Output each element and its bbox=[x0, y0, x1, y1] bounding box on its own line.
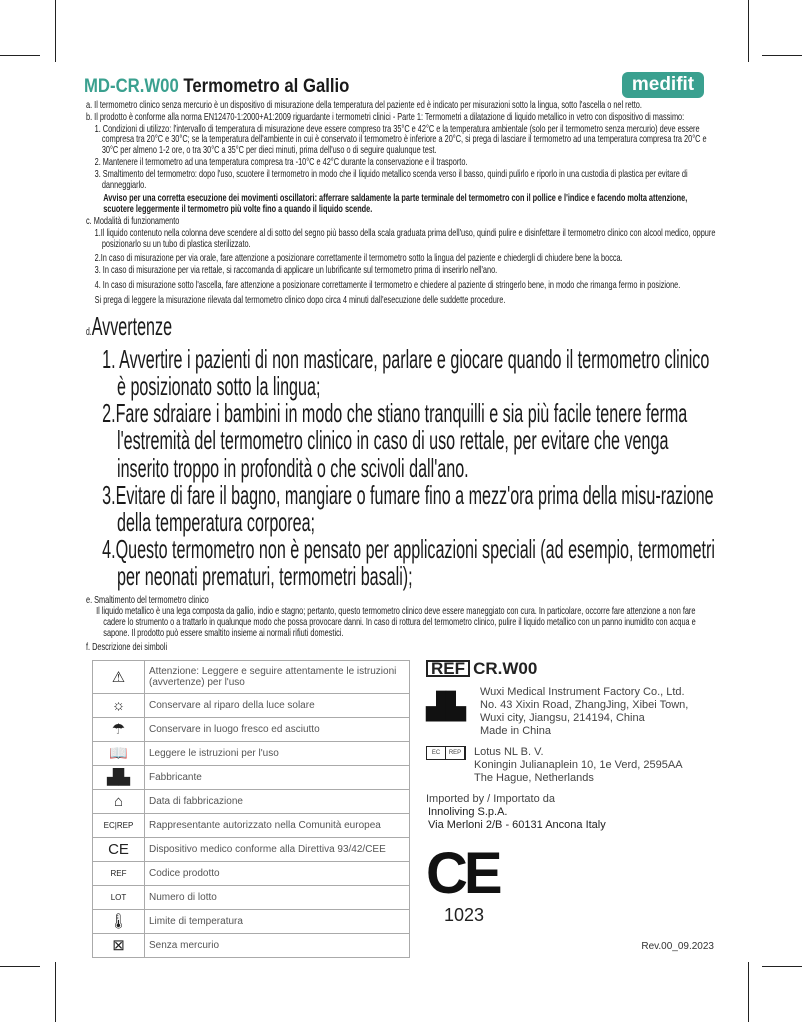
symbol-label: Attenzione: Leggere e seguire attentamente le istruzioni (avvertenze) per l'uso bbox=[145, 660, 410, 693]
symbol-row bbox=[93, 933, 410, 957]
product-code: MD-CR.W00 bbox=[84, 76, 179, 97]
symbol-label: Senza mercurio bbox=[145, 933, 410, 957]
symbol-row bbox=[93, 660, 410, 693]
warning-item: 1. Avvertire i pazienti di non masticare, parlare e giocare quando il termometro clinico è posizionato sotto la lingua; bbox=[102, 343, 710, 401]
list-item: 3. Smaltimento del termometro: dopo l'uso, scuotere il termometro in modo che il liquido metallico scenda verso il basso, quindi pulirlo e riporlo in una custodia di plastica per evitare di danneggiarlo. bbox=[94, 168, 688, 191]
crop-mark bbox=[55, 0, 56, 62]
importer-line: Via Merloni 2/B - 60131 Ancona Italy bbox=[428, 818, 606, 831]
list-item: 2.In caso di misurazione per via orale, fare attenzione a posizionare correttamente il termometro sotto la lingua del paziente e chiedergli di chiudere bene la bocca. bbox=[94, 253, 623, 265]
ref-code: CR.W00 bbox=[473, 658, 538, 678]
manual-icon: 📖 bbox=[93, 741, 145, 765]
list-item: 3. In caso di misurazione per via rettale, si raccomanda di applicare un lubrificante sul termometro prima di inserirlo nell'ano. bbox=[94, 265, 498, 277]
page-title bbox=[84, 76, 349, 98]
instructions bbox=[86, 101, 716, 958]
rep-label: REP bbox=[446, 747, 465, 759]
section-e-text: Il liquido metallico è una lega composta da gallio, indio e stagno; pertanto, questo termometro clinico deve essere maneggiato con cura. In particolare, occorre fare attenzione a non fare cadere lo strumento o a trattarlo in qualunque modo che possa provocare danni. In caso di rottura del termometro clinico, pulire il liquido metallico con un panno inumidito con acqua e sapone. Il prodotto può essere smaltito insieme ai normali rifiuti domestici. bbox=[96, 606, 696, 639]
symbol-row bbox=[93, 813, 410, 837]
symbol-row bbox=[93, 717, 410, 741]
no-mercury-icon: ⊠ bbox=[93, 933, 145, 957]
symbol-label: Leggere le istruzioni per l'uso bbox=[145, 741, 410, 765]
crop-mark bbox=[0, 966, 40, 967]
section-d bbox=[86, 310, 716, 592]
list-item: 1.Il liquido contenuto nella colonna deve scendere al di sotto del segno più basso della scala graduata prima dell'uso, quindi pulire e disinfettare il termometro clinico con alcool medico, oppure posizionarlo su un tubo di plastica sterilizzato. bbox=[94, 227, 716, 250]
warning-item: 2.Fare sdraiare i bambini in modo che stiano tranquilli e sia più facile tenere ferma l'estremità del termometro clinico in caso di uso rettale, per evitare che venga inserito troppo in profondità o che scivoli dall'ano. bbox=[102, 398, 688, 483]
product-title: Termometro al Gallio bbox=[183, 76, 350, 97]
symbol-label: Limite di temperatura bbox=[145, 909, 410, 933]
section-b-intro: b. Il prodotto è conforme alla norma EN12470-1:2000+A1:2009 riguardante i termometri clinici - Parte 1: Termometri a dilatazione di liquido metallico in vetro con dispositivo di massimo: bbox=[86, 111, 685, 123]
importer-label: Imported by / Importato da bbox=[426, 792, 556, 805]
symbol-row bbox=[93, 741, 410, 765]
symbol-row bbox=[93, 837, 410, 861]
symbol-row bbox=[93, 693, 410, 717]
rep-line: The Hague, Netherlands bbox=[474, 771, 594, 784]
symbol-label: Numero di lotto bbox=[145, 885, 410, 909]
ref-icon: REF bbox=[93, 861, 145, 885]
revision: Rev.00_09.2023 bbox=[641, 940, 714, 952]
symbol-label: Data di fabbricazione bbox=[145, 789, 410, 813]
crop-mark bbox=[762, 966, 802, 967]
manufacturer-line: No. 43 Xixin Road, ZhangJing, Xibei Town, bbox=[480, 698, 689, 711]
symbol-label: Codice prodotto bbox=[145, 861, 410, 885]
symbol-label: Rappresentante autorizzato nella Comunità europea bbox=[145, 813, 410, 837]
list-item: 1. Condizioni di utilizzo: l'intervallo di temperatura di misurazione deve essere compreso tra 35°C e 42°C e la temperatura ambientale (solo per il termometro senza mercurio) deve essere compresa tra 20°C e 30°C; se la temperatura dell'ambiente in cui è conservato il termometro è inferiore a 20°C, si prega di lasciare il termometro ad una temperatura compresa tra 20°C e 30°C per almeno 1-2 ore, o tra 30°C a 35°C per dieci minuti, prima dell'uso o di seguire qualunque test. bbox=[94, 123, 707, 157]
sections-a-c bbox=[86, 101, 716, 307]
symbol-row bbox=[93, 789, 410, 813]
ec-rep-icon bbox=[426, 746, 466, 760]
symbol-label: Conservare in luogo fresco ed asciutto bbox=[145, 717, 410, 741]
manufacturer-info bbox=[426, 660, 716, 958]
crop-mark bbox=[748, 962, 749, 1022]
symbol-row bbox=[93, 765, 410, 789]
list-item: 2. Mantenere il termometro ad una temperatura compresa tra -10°C e 42°C durante la conservazione e il trasporto. bbox=[94, 156, 468, 168]
list-item: Si prega di leggere la misurazione rilevata dal termometro clinico dopo circa 4 minuti dall'esecuzione delle suddette procedure. bbox=[94, 294, 506, 306]
symbol-row bbox=[93, 909, 410, 933]
sun-icon: ☼ bbox=[93, 693, 145, 717]
crop-mark bbox=[0, 55, 40, 56]
symbols-and-info bbox=[92, 660, 716, 958]
section-e-heading: e. Smaltimento del termometro clinico bbox=[86, 594, 209, 606]
ref-icon: REF bbox=[426, 660, 470, 677]
manufacture-date-icon: ⌂ bbox=[93, 789, 145, 813]
importer-line: Innoliving S.p.A. bbox=[428, 805, 508, 818]
ce-mark-icon: CE bbox=[426, 840, 499, 906]
umbrella-icon: ☂ bbox=[93, 717, 145, 741]
crop-mark bbox=[55, 962, 56, 1022]
notice: Avviso per una corretta esecuzione dei movimenti oscillatori: afferrare saldamente la parte terminale del termometro con il pollice e l'indice e facendo molta attenzione, scuotere leggermente il termometro più volte fino a quando il liquido scende. bbox=[103, 193, 688, 216]
rep-line: Lotus NL B. V. bbox=[474, 745, 544, 758]
sections-e-f bbox=[86, 596, 716, 654]
symbol-label: Fabbricante bbox=[145, 765, 410, 789]
section-a: a. Il termometro clinico senza mercurio è un dispositivo di misurazione della temperatura del paziente ed è indicato per misurazioni sotto la lingua, sotto l'ascella o nel retto. bbox=[86, 100, 642, 111]
notified-body-number: 1023 bbox=[444, 904, 485, 925]
section-c-heading: c. Modalità di funzionamento bbox=[86, 215, 180, 227]
factory-icon: ▟▙ bbox=[93, 765, 145, 789]
section-f-heading: f. Descrizione dei simboli bbox=[86, 641, 168, 653]
warning-item: 3.Evitare di fare il bagno, mangiare o fumare fino a mezz'ora prima della misu-razione della temperatura corporea; bbox=[102, 479, 714, 537]
warning-icon: ⚠ bbox=[93, 660, 145, 693]
crop-mark bbox=[762, 55, 802, 56]
ec-label: EC bbox=[427, 747, 446, 759]
list-item: 4. In caso di misurazione sotto l'ascella, fare attenzione a posizionare correttamente il termometro e chiedere al paziente di stringerlo bene, in modo che rimanga fermo in posizione. bbox=[94, 279, 681, 291]
symbol-label: Conservare al riparo della luce solare bbox=[145, 693, 410, 717]
warning-item: 4.Questo termometro non è pensato per applicazioni speciali (ad esempio, termometri per neonati prematuri, termometri basali); bbox=[102, 534, 715, 592]
lot-icon: LOT bbox=[93, 885, 145, 909]
manufacturer-line: Wuxi Medical Instrument Factory Co., Ltd. bbox=[480, 685, 685, 698]
medifit-logo: medifit bbox=[622, 72, 704, 98]
section-d-heading: Avvertenze bbox=[91, 310, 173, 341]
section-letter: d. bbox=[86, 325, 92, 338]
symbol-row bbox=[93, 861, 410, 885]
factory-icon: ▟▙ bbox=[426, 690, 466, 721]
thermometer-icon: 🌡 bbox=[93, 909, 145, 933]
symbol-label: Dispositivo medico conforme alla Direttiva 93/42/CEE bbox=[145, 837, 410, 861]
ce-icon: CE bbox=[93, 837, 145, 861]
rep-line: Koningin Julianaplein 10, 1e Verd, 2595AA bbox=[474, 758, 683, 771]
crop-mark bbox=[748, 0, 749, 62]
manufacturer-line: Made in China bbox=[480, 724, 551, 737]
ec-rep-icon: EC|REP bbox=[93, 813, 145, 837]
symbols-table bbox=[92, 660, 410, 958]
symbol-row bbox=[93, 885, 410, 909]
manufacturer-line: Wuxi city, Jiangsu, 214194, China bbox=[480, 711, 645, 724]
